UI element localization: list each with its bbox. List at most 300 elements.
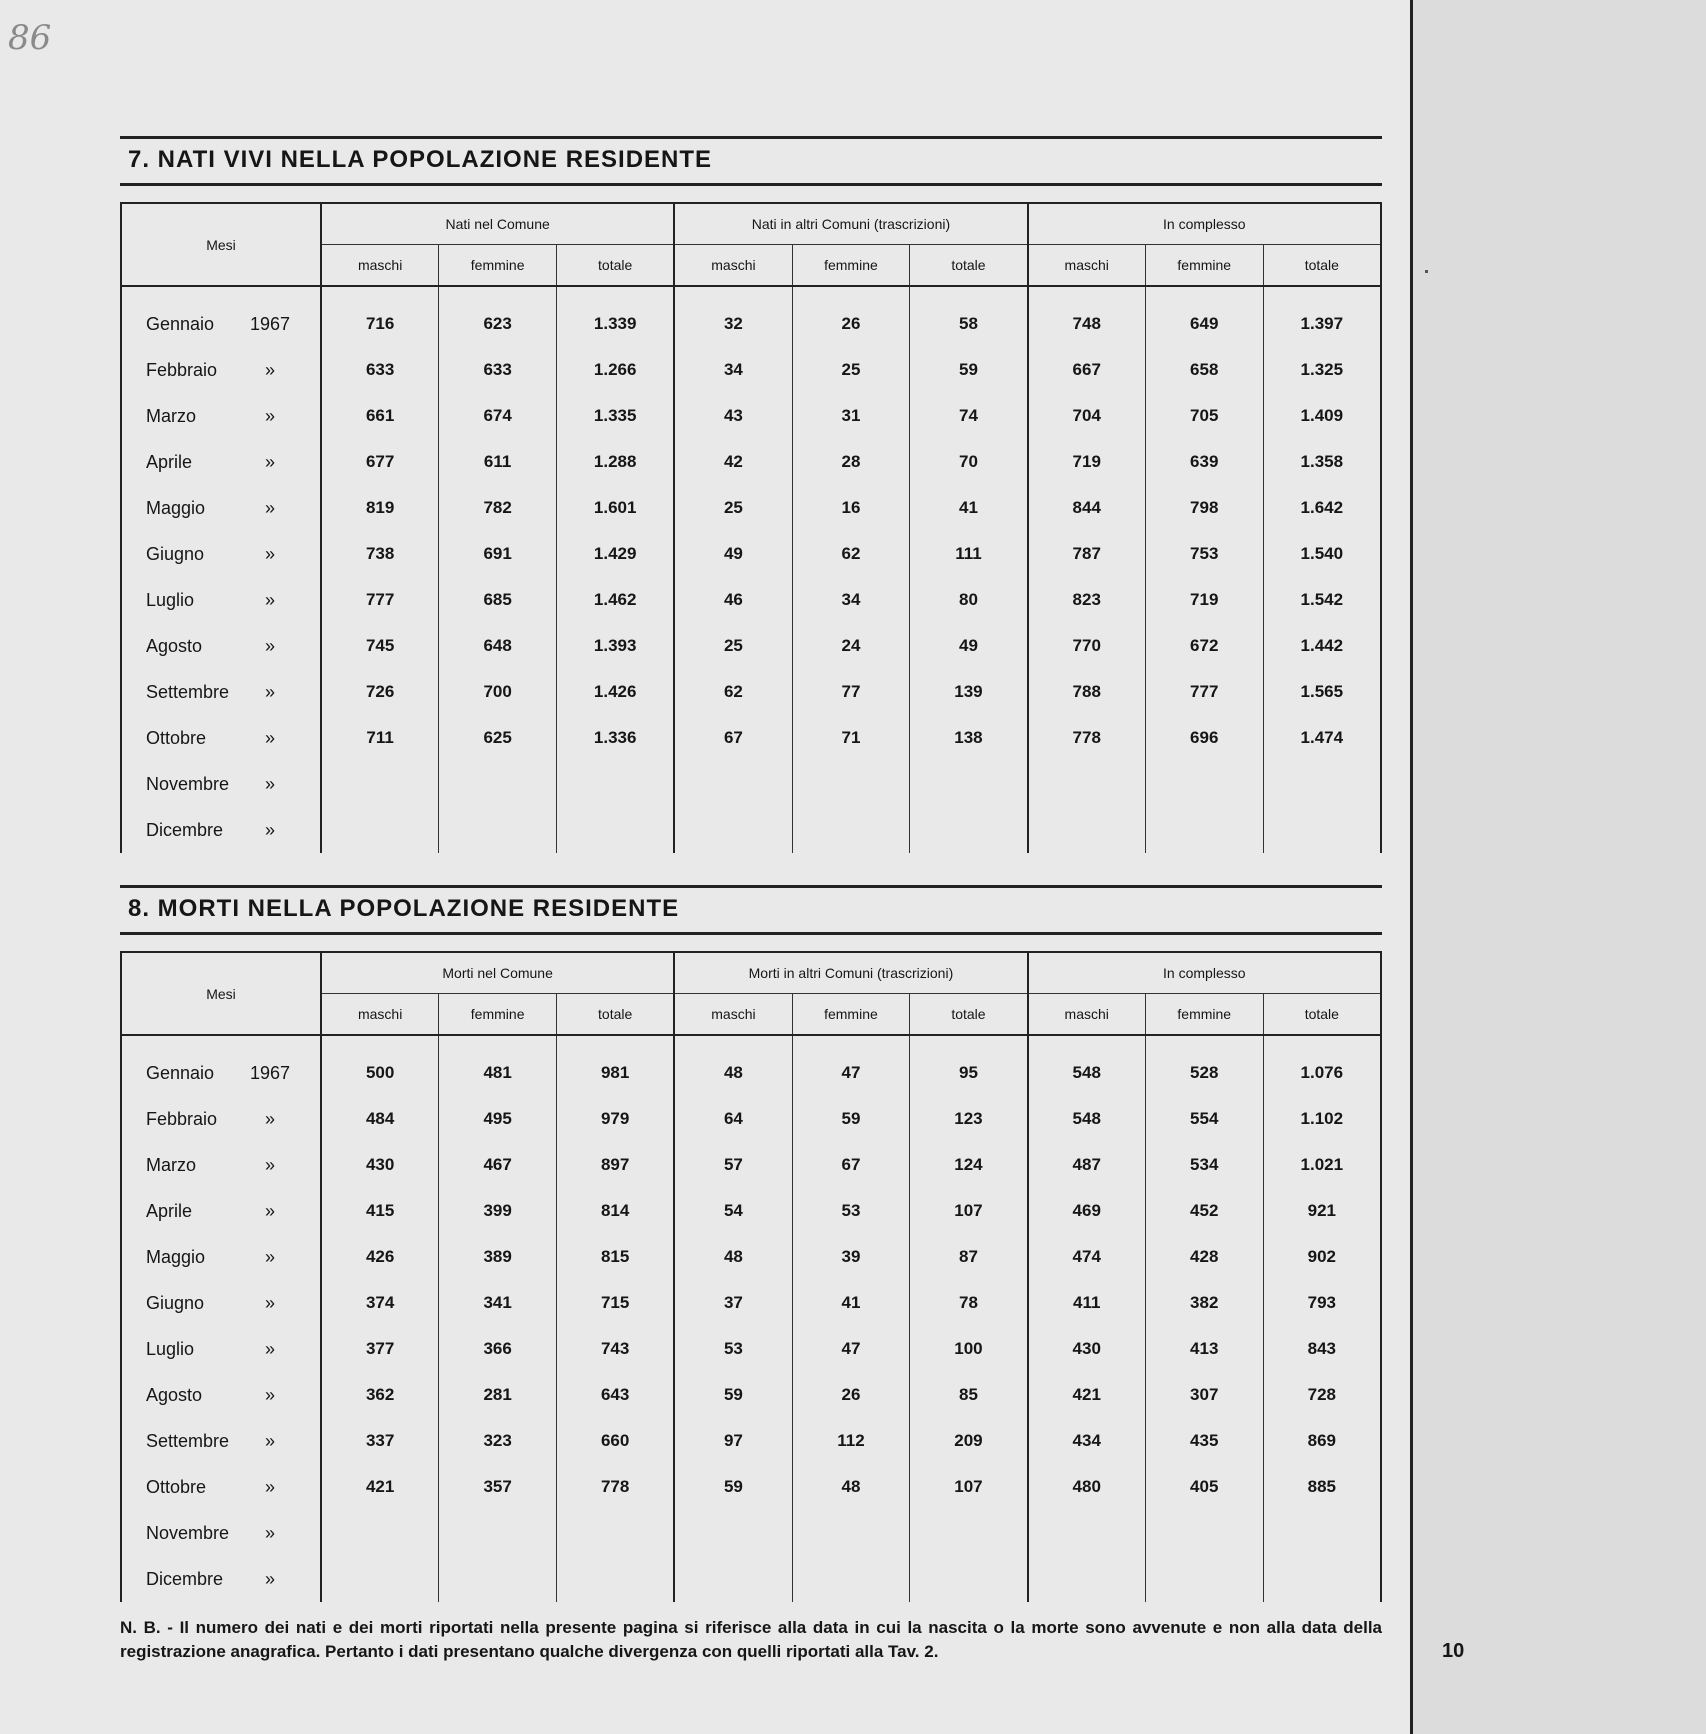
value-cell: 48: [792, 1464, 910, 1510]
table-row: [121, 1188, 1381, 1234]
value-cell: 53: [792, 1188, 910, 1234]
value-cell: 435: [1145, 1418, 1263, 1464]
month-cell: [121, 1096, 321, 1142]
value-cell: [910, 761, 1028, 807]
value-cell: 814: [557, 1188, 675, 1234]
value-cell: 47: [792, 1050, 910, 1096]
spacer-cell: [1145, 1035, 1263, 1050]
year-label: »: [264, 819, 275, 840]
value-cell: 1.601: [557, 485, 675, 531]
spacer-cell: [557, 286, 675, 301]
value-cell: [910, 1510, 1028, 1556]
value-cell: 777: [321, 577, 439, 623]
deaths-group-header: Morti in altri Comuni (trascrizioni): [674, 952, 1027, 994]
table-row: [121, 623, 1381, 669]
month-cell: [121, 301, 321, 347]
month-label: Maggio: [146, 1246, 206, 1267]
scan-speck: [1425, 270, 1428, 273]
value-cell: 24: [792, 623, 910, 669]
births-subheader: totale: [1263, 245, 1381, 287]
value-cell: 815: [557, 1234, 675, 1280]
table-row: [121, 1096, 1381, 1142]
value-cell: 34: [792, 577, 910, 623]
value-cell: 660: [557, 1418, 675, 1464]
value-cell: 25: [674, 623, 792, 669]
value-cell: 112: [792, 1418, 910, 1464]
month-label: Novembre: [146, 1522, 230, 1543]
value-cell: 481: [439, 1050, 557, 1096]
value-cell: 41: [910, 485, 1028, 531]
value-cell: [1028, 1556, 1146, 1602]
value-cell: 495: [439, 1096, 557, 1142]
value-cell: 48: [674, 1234, 792, 1280]
value-cell: [439, 807, 557, 853]
value-cell: 843: [1263, 1326, 1381, 1372]
value-cell: 49: [910, 623, 1028, 669]
value-cell: 782: [439, 485, 557, 531]
header-spacer-row: [121, 286, 1381, 301]
year-label: »: [264, 1108, 275, 1129]
value-cell: 869: [1263, 1418, 1381, 1464]
deaths-subheader: totale: [1263, 994, 1381, 1036]
value-cell: [1028, 807, 1146, 853]
footnote: N. B. - Il numero dei nati e dei morti riportati nella presente pagina si riferisce alla data in cui la nascita o la morte sono avvenute e non alla data della registrazione anagrafica. Pertanto i dati presentano qualche divergenza con quelli riportati alla Tav. 2.: [120, 1618, 1382, 1661]
value-cell: 100: [910, 1326, 1028, 1372]
month-cell: [121, 1050, 321, 1096]
spacer-cell: [792, 1035, 910, 1050]
births-group-header: Nati nel Comune: [321, 203, 674, 245]
value-cell: [557, 807, 675, 853]
value-cell: 921: [1263, 1188, 1381, 1234]
value-cell: 77: [792, 669, 910, 715]
value-cell: 413: [1145, 1326, 1263, 1372]
value-cell: 1.325: [1263, 347, 1381, 393]
adjacent-page-strip: [1412, 0, 1706, 1734]
deaths-table-body: [121, 1035, 1381, 1602]
value-cell: 633: [321, 347, 439, 393]
value-cell: 421: [1028, 1372, 1146, 1418]
value-cell: [1028, 1510, 1146, 1556]
value-cell: 54: [674, 1188, 792, 1234]
month-label: Luglio: [146, 1338, 195, 1359]
births-subheader: femmine: [439, 245, 557, 287]
value-cell: 323: [439, 1418, 557, 1464]
births-subheader: femmine: [1145, 245, 1263, 287]
spacer-cell: [121, 1035, 321, 1050]
month-label: Aprile: [146, 451, 193, 472]
value-cell: 700: [439, 669, 557, 715]
value-cell: 434: [1028, 1418, 1146, 1464]
spacer-cell: [1263, 286, 1381, 301]
year-label: »: [264, 543, 275, 564]
value-cell: 469: [1028, 1188, 1146, 1234]
value-cell: [1145, 1510, 1263, 1556]
value-cell: 534: [1145, 1142, 1263, 1188]
value-cell: 426: [321, 1234, 439, 1280]
value-cell: [439, 1510, 557, 1556]
year-label: »: [264, 1430, 275, 1451]
value-cell: 87: [910, 1234, 1028, 1280]
value-cell: 1.429: [557, 531, 675, 577]
value-cell: 623: [439, 301, 557, 347]
deaths-subheader: totale: [557, 994, 675, 1036]
value-cell: 138: [910, 715, 1028, 761]
value-cell: 777: [1145, 669, 1263, 715]
month-label: Maggio: [146, 497, 206, 518]
value-cell: 107: [910, 1464, 1028, 1510]
value-cell: 548: [1028, 1050, 1146, 1096]
year-label: »: [264, 1200, 275, 1221]
month-cell: [121, 439, 321, 485]
table-row: [121, 577, 1381, 623]
value-cell: 307: [1145, 1372, 1263, 1418]
table-row: [121, 807, 1381, 853]
value-cell: [1263, 1510, 1381, 1556]
value-cell: 719: [1028, 439, 1146, 485]
month-label: Luglio: [146, 589, 195, 610]
births-group-header: In complesso: [1028, 203, 1381, 245]
value-cell: [557, 1556, 675, 1602]
value-cell: 661: [321, 393, 439, 439]
month-cell: [121, 1464, 321, 1510]
month-cell: [121, 531, 321, 577]
value-cell: 46: [674, 577, 792, 623]
table-row: [121, 1234, 1381, 1280]
year-label: »: [264, 1292, 275, 1313]
month-cell: [121, 715, 321, 761]
births-title-bar: [120, 136, 1382, 186]
year-label: »: [264, 1338, 275, 1359]
value-cell: [910, 1556, 1028, 1602]
month-cell: [121, 1510, 321, 1556]
month-label: Marzo: [146, 405, 197, 426]
value-cell: 611: [439, 439, 557, 485]
value-cell: 711: [321, 715, 439, 761]
value-cell: 452: [1145, 1188, 1263, 1234]
value-cell: 107: [910, 1188, 1028, 1234]
births-table: [120, 202, 1382, 853]
value-cell: 648: [439, 623, 557, 669]
value-cell: 70: [910, 439, 1028, 485]
value-cell: 111: [910, 531, 1028, 577]
value-cell: 31: [792, 393, 910, 439]
value-cell: 658: [1145, 347, 1263, 393]
value-cell: 389: [439, 1234, 557, 1280]
spacer-cell: [910, 1035, 1028, 1050]
spacer-cell: [1145, 286, 1263, 301]
value-cell: [1263, 1556, 1381, 1602]
spacer-cell: [1263, 1035, 1381, 1050]
table-row: [121, 1280, 1381, 1326]
births-subheader: maschi: [321, 245, 439, 287]
month-cell: [121, 1418, 321, 1464]
month-cell: [121, 485, 321, 531]
value-cell: 405: [1145, 1464, 1263, 1510]
value-cell: 1.542: [1263, 577, 1381, 623]
year-label: »: [264, 1246, 275, 1267]
births-subheader: maschi: [1028, 245, 1146, 287]
value-cell: 411: [1028, 1280, 1146, 1326]
value-cell: 59: [674, 1464, 792, 1510]
value-cell: 377: [321, 1326, 439, 1372]
value-cell: 25: [674, 485, 792, 531]
month-label: Marzo: [146, 1154, 197, 1175]
value-cell: 74: [910, 393, 1028, 439]
year-label: »: [264, 635, 275, 656]
table-row: [121, 347, 1381, 393]
month-cell: [121, 1188, 321, 1234]
value-cell: 500: [321, 1050, 439, 1096]
deaths-subheader: maschi: [674, 994, 792, 1036]
value-cell: 123: [910, 1096, 1028, 1142]
value-cell: 85: [910, 1372, 1028, 1418]
spacer-cell: [674, 1035, 792, 1050]
year-label: 1967: [250, 1062, 291, 1083]
table-row: [121, 761, 1381, 807]
year-label: 1967: [250, 313, 291, 334]
value-cell: 80: [910, 577, 1028, 623]
value-cell: 633: [439, 347, 557, 393]
value-cell: 474: [1028, 1234, 1146, 1280]
value-cell: 26: [792, 301, 910, 347]
year-label: »: [264, 589, 275, 610]
value-cell: 374: [321, 1280, 439, 1326]
value-cell: 639: [1145, 439, 1263, 485]
value-cell: 1.462: [557, 577, 675, 623]
year-label: »: [264, 1522, 275, 1543]
month-cell: [121, 1142, 321, 1188]
value-cell: [321, 1556, 439, 1602]
month-label: Giugno: [146, 543, 205, 564]
value-cell: 480: [1028, 1464, 1146, 1510]
births-group-header: Nati in altri Comuni (trascrizioni): [674, 203, 1027, 245]
value-cell: 844: [1028, 485, 1146, 531]
value-cell: [792, 1510, 910, 1556]
table-row: [121, 1418, 1381, 1464]
value-cell: 124: [910, 1142, 1028, 1188]
value-cell: 48: [674, 1050, 792, 1096]
deaths-title: 8. MORTI NELLA POPOLAZIONE RESIDENTE: [128, 895, 680, 922]
month-label: Dicembre: [146, 819, 224, 840]
month-cell: [121, 347, 321, 393]
value-cell: 554: [1145, 1096, 1263, 1142]
value-cell: 745: [321, 623, 439, 669]
month-cell: [121, 1326, 321, 1372]
value-cell: 67: [674, 715, 792, 761]
value-cell: 47: [792, 1326, 910, 1372]
year-label: »: [264, 359, 275, 380]
month-label: Aprile: [146, 1200, 193, 1221]
value-cell: 484: [321, 1096, 439, 1142]
value-cell: 41: [792, 1280, 910, 1326]
value-cell: 979: [557, 1096, 675, 1142]
value-cell: 885: [1263, 1464, 1381, 1510]
value-cell: 32: [674, 301, 792, 347]
deaths-subheader: femmine: [792, 994, 910, 1036]
table-row: [121, 485, 1381, 531]
month-cell: [121, 669, 321, 715]
value-cell: 64: [674, 1096, 792, 1142]
value-cell: 685: [439, 577, 557, 623]
value-cell: 1.393: [557, 623, 675, 669]
month-label: Dicembre: [146, 1568, 224, 1589]
value-cell: 902: [1263, 1234, 1381, 1280]
value-cell: [439, 761, 557, 807]
value-cell: 139: [910, 669, 1028, 715]
month-cell: [121, 807, 321, 853]
month-label: Agosto: [146, 635, 203, 656]
deaths-title-bar: [120, 885, 1382, 935]
value-cell: [792, 807, 910, 853]
month-label: Ottobre: [146, 1476, 207, 1497]
value-cell: [674, 761, 792, 807]
births-subheader: femmine: [792, 245, 910, 287]
spacer-cell: [321, 286, 439, 301]
spacer-cell: [439, 1035, 557, 1050]
spacer-cell: [674, 286, 792, 301]
deaths-subheader: femmine: [439, 994, 557, 1036]
year-label: »: [264, 727, 275, 748]
value-cell: 819: [321, 485, 439, 531]
value-cell: 1.288: [557, 439, 675, 485]
spacer-cell: [1028, 1035, 1146, 1050]
value-cell: 981: [557, 1050, 675, 1096]
value-cell: 649: [1145, 301, 1263, 347]
value-cell: 59: [674, 1372, 792, 1418]
table-row: [121, 715, 1381, 761]
value-cell: 691: [439, 531, 557, 577]
value-cell: 428: [1145, 1234, 1263, 1280]
value-cell: 366: [439, 1326, 557, 1372]
value-cell: 341: [439, 1280, 557, 1326]
deaths-group-header: Morti nel Comune: [321, 952, 674, 994]
value-cell: 1.102: [1263, 1096, 1381, 1142]
value-cell: 42: [674, 439, 792, 485]
deaths-subheader: totale: [910, 994, 1028, 1036]
value-cell: 778: [557, 1464, 675, 1510]
month-cell: [121, 761, 321, 807]
value-cell: 1.358: [1263, 439, 1381, 485]
value-cell: 37: [674, 1280, 792, 1326]
value-cell: 337: [321, 1418, 439, 1464]
month-label: Settembre: [146, 1430, 230, 1451]
value-cell: 715: [557, 1280, 675, 1326]
month-cell: [121, 1280, 321, 1326]
value-cell: [674, 1510, 792, 1556]
table-row: [121, 439, 1381, 485]
value-cell: 823: [1028, 577, 1146, 623]
value-cell: 1.565: [1263, 669, 1381, 715]
month-cell: [121, 1234, 321, 1280]
value-cell: 793: [1263, 1280, 1381, 1326]
value-cell: [910, 807, 1028, 853]
value-cell: 728: [1263, 1372, 1381, 1418]
value-cell: 748: [1028, 301, 1146, 347]
value-cell: 25: [792, 347, 910, 393]
value-cell: 467: [439, 1142, 557, 1188]
year-label: »: [264, 1476, 275, 1497]
table-row: [121, 301, 1381, 347]
month-label: Novembre: [146, 773, 230, 794]
month-label: Gennaio: [146, 1062, 215, 1083]
value-cell: 71: [792, 715, 910, 761]
year-label: »: [264, 1384, 275, 1405]
value-cell: [1145, 807, 1263, 853]
value-cell: 719: [1145, 577, 1263, 623]
deaths-group-header: In complesso: [1028, 952, 1381, 994]
value-cell: 1.339: [557, 301, 675, 347]
births-title: 7. NATI VIVI NELLA POPOLAZIONE RESIDENTE: [128, 146, 713, 173]
value-cell: 1.336: [557, 715, 675, 761]
month-cell: [121, 623, 321, 669]
spacer-cell: [321, 1035, 439, 1050]
value-cell: 667: [1028, 347, 1146, 393]
value-cell: 430: [321, 1142, 439, 1188]
value-cell: [1263, 807, 1381, 853]
births-subheader: maschi: [674, 245, 792, 287]
month-label: Giugno: [146, 1292, 205, 1313]
value-cell: 281: [439, 1372, 557, 1418]
year-label: »: [264, 451, 275, 472]
table-row: [121, 1142, 1381, 1188]
value-cell: 67: [792, 1142, 910, 1188]
value-cell: [1145, 1556, 1263, 1602]
births-subheader: totale: [910, 245, 1028, 287]
value-cell: 528: [1145, 1050, 1263, 1096]
value-cell: 897: [557, 1142, 675, 1188]
deaths-subheader: maschi: [321, 994, 439, 1036]
value-cell: [1145, 761, 1263, 807]
value-cell: 753: [1145, 531, 1263, 577]
table-row: [121, 531, 1381, 577]
value-cell: 1.397: [1263, 301, 1381, 347]
handwritten-page-number: 86: [8, 18, 52, 58]
year-label: »: [264, 497, 275, 518]
value-cell: 643: [557, 1372, 675, 1418]
value-cell: 1.540: [1263, 531, 1381, 577]
value-cell: 788: [1028, 669, 1146, 715]
value-cell: [674, 807, 792, 853]
spacer-cell: [792, 286, 910, 301]
value-cell: 43: [674, 393, 792, 439]
value-cell: 625: [439, 715, 557, 761]
value-cell: 78: [910, 1280, 1028, 1326]
month-cell: [121, 577, 321, 623]
value-cell: 1.442: [1263, 623, 1381, 669]
value-cell: 1.474: [1263, 715, 1381, 761]
value-cell: 59: [792, 1096, 910, 1142]
value-cell: [792, 1556, 910, 1602]
value-cell: 1.266: [557, 347, 675, 393]
header-spacer-row: [121, 1035, 1381, 1050]
value-cell: 1.335: [557, 393, 675, 439]
value-cell: 362: [321, 1372, 439, 1418]
spacer-cell: [557, 1035, 675, 1050]
value-cell: [321, 761, 439, 807]
table-row: [121, 1050, 1381, 1096]
value-cell: 59: [910, 347, 1028, 393]
value-cell: 95: [910, 1050, 1028, 1096]
value-cell: 716: [321, 301, 439, 347]
value-cell: 770: [1028, 623, 1146, 669]
table-row: [121, 1556, 1381, 1602]
table-row: [121, 1372, 1381, 1418]
value-cell: [321, 807, 439, 853]
births-table-body: [121, 286, 1381, 853]
spacer-cell: [1028, 286, 1146, 301]
value-cell: 357: [439, 1464, 557, 1510]
value-cell: 1.642: [1263, 485, 1381, 531]
